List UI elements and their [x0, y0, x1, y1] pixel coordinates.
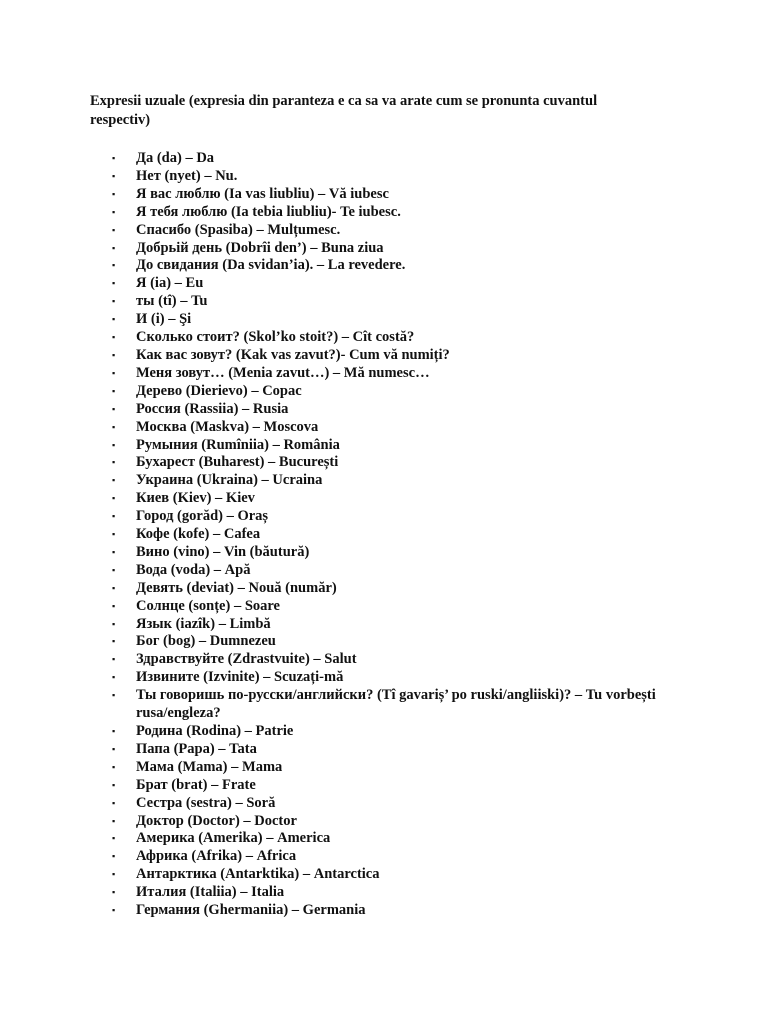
bullet-icon: ▪: [112, 403, 116, 414]
list-item-text: Нет (nyet) – Nu.: [136, 167, 238, 184]
bullet-icon: ▪: [112, 564, 116, 575]
bullet-icon: ▪: [112, 672, 116, 683]
list-item-text: Я (ia) – Eu: [136, 275, 204, 292]
bullet-icon: ▪: [112, 815, 116, 826]
list-item: [90, 544, 696, 562]
list-item: [90, 598, 696, 616]
bullet-icon: ▪: [112, 654, 116, 665]
bullet-icon: ▪: [112, 905, 116, 916]
list-item-text: И (i) – Şi: [136, 311, 192, 328]
list-item-text: Бухарест (Buharest) – București: [136, 454, 339, 471]
list-item: [90, 562, 696, 580]
list-item-text: Украина (Ukraina) – Ucraina: [136, 472, 323, 489]
list-item-text: Город (gorăd) – Oraș: [136, 508, 269, 525]
list-item-text: Папа (Papa) – Tata: [136, 740, 257, 757]
bullet-icon: ▪: [112, 779, 116, 790]
list-item: [90, 866, 696, 884]
bullet-icon: ▪: [112, 833, 116, 844]
list-item: [90, 687, 696, 723]
list-item-text: Германия (Ghermaniia) – Germania: [136, 902, 366, 919]
bullet-icon: ▪: [112, 600, 116, 611]
list-item: [90, 365, 696, 383]
list-item-text: Я тебя люблю (Ia tebia liubliu)- Te iubesc.: [136, 203, 401, 220]
bullet-icon: ▪: [112, 188, 116, 199]
list-item-text: Как вас зовут? (Kak vas zavut?)- Cum vă numiți?: [136, 346, 450, 363]
list-item: [90, 741, 696, 759]
bullet-icon: ▪: [112, 457, 116, 468]
bullet-icon: ▪: [112, 206, 116, 217]
bullet-icon: ▪: [112, 332, 116, 343]
list-item: [90, 168, 696, 186]
list-item: [90, 884, 696, 902]
bullet-icon: ▪: [112, 224, 116, 235]
list-item-text: До свидания (Da svidan’ia). – La revedere.: [136, 257, 406, 274]
list-item-text: Америка (Amerika) – America: [136, 830, 331, 847]
list-item: [90, 383, 696, 401]
list-item: [90, 813, 696, 831]
list-item-text: Солнце (sonțe) – Soare: [136, 597, 280, 614]
list-item-text: Киев (Kiev) – Kiev: [136, 490, 255, 507]
list-item-text: Антарктика (Antarktika) – Antarctica: [136, 866, 380, 883]
list-item-text: Девять (deviat) – Nouă (număr): [136, 579, 337, 596]
list-item-text: Да (da) – Da: [136, 150, 215, 166]
list-item: [90, 616, 696, 634]
bullet-icon: ▪: [112, 493, 116, 504]
bullet-icon: ▪: [112, 636, 116, 647]
bullet-icon: ▪: [112, 690, 116, 701]
list-item: [90, 293, 696, 311]
bullet-icon: ▪: [112, 170, 116, 181]
list-item: [90, 795, 696, 813]
list-item-text: Бог (bog) – Dumnezeu: [136, 633, 276, 650]
list-item: [90, 669, 696, 687]
bullet-icon: ▪: [112, 761, 116, 772]
list-item: [90, 437, 696, 455]
list-item: [90, 777, 696, 795]
list-item: [90, 419, 696, 437]
bullet-icon: ▪: [112, 869, 116, 880]
document-heading: Expresii uzuale (expresia din paranteza e ca sa va arate cum se pronunta cuvantul respectiv): [90, 93, 598, 128]
list-item: [90, 329, 696, 347]
bullet-icon: ▪: [112, 153, 116, 163]
list-item: [90, 633, 696, 651]
list-item: [90, 222, 696, 240]
list-item-text: Африка (Afrika) – Africa: [136, 848, 297, 865]
list-item: [90, 311, 696, 329]
list-item: [90, 186, 696, 204]
list-item: [90, 204, 696, 222]
bullet-icon: ▪: [112, 242, 116, 253]
bullet-icon: ▪: [112, 349, 116, 360]
bullet-icon: ▪: [112, 385, 116, 396]
list-item: [90, 240, 696, 258]
bullet-icon: ▪: [112, 278, 116, 289]
list-item-text: Вода (voda) – Apă: [136, 561, 251, 578]
bullet-icon: ▪: [112, 314, 116, 325]
list-item: [90, 472, 696, 490]
list-item: [90, 526, 696, 544]
bullet-icon: ▪: [112, 421, 116, 432]
bullet-icon: ▪: [112, 546, 116, 557]
bullet-icon: ▪: [112, 475, 116, 486]
bullet-icon: ▪: [112, 743, 116, 754]
list-item-text: Россия (Rassiia) – Rusia: [136, 400, 289, 417]
bullet-icon: ▪: [112, 439, 116, 450]
list-item: [90, 490, 696, 508]
bullet-icon: ▪: [112, 296, 116, 307]
bullet-icon: ▪: [112, 511, 116, 522]
list-item-text: ты (tî) – Tu: [136, 293, 208, 310]
list-item: [90, 454, 696, 472]
bullet-icon: ▪: [112, 260, 116, 271]
list-item-text: Добрьій день (Dobrîi den’) – Buna ziua: [136, 239, 384, 256]
list-item: [90, 257, 696, 275]
list-item-text: Я вас люблю (Ia vas liubliu) – Vă iubesc: [136, 185, 389, 202]
bullet-icon: ▪: [112, 797, 116, 808]
list-item-text: Мама (Mama) – Mama: [136, 758, 283, 775]
list-item: [90, 759, 696, 777]
list-item-text: Меня зовут… (Menia zavut…) – Mă numesc…: [136, 364, 430, 381]
list-item-text: Здравствуйте (Zdrastvuite) – Salut: [136, 651, 357, 668]
list-item-text: Румыния (Rumîniia) – România: [136, 436, 340, 453]
bullet-icon: ▪: [112, 887, 116, 898]
list-item: [90, 508, 696, 526]
bullet-icon: ▪: [112, 582, 116, 593]
list-item: [90, 848, 696, 866]
list-item-text: Доктор (Doctor) – Doctor: [136, 812, 297, 829]
list-item-text: Кофе (kofe) – Cafea: [136, 526, 261, 543]
list-item-text: Извините (Izvinite) – Scuzați-mă: [136, 669, 344, 686]
list-item: [90, 347, 696, 365]
list-item: [90, 150, 696, 168]
list-item: [90, 275, 696, 293]
list-item-text: Италия (Italiia) – Italia: [136, 884, 285, 901]
list-item-text: Язык (iazîk) – Limbă: [136, 615, 271, 632]
list-item-text: Ты говоришь по-русски/английски? (Tî gavariș’ po ruski/angliiski)? – Tu vorbești rusa/engleza?: [136, 687, 656, 722]
bullet-icon: ▪: [112, 851, 116, 862]
list-item-text: Вино (vino) – Vin (băutură): [136, 543, 310, 560]
list-item: [90, 401, 696, 419]
bullet-icon: ▪: [112, 726, 116, 736]
list-item: [90, 830, 696, 848]
list-item-text: Москва (Maskva) – Moscova: [136, 418, 319, 435]
bullet-icon: ▪: [112, 367, 116, 378]
list-item-text: Сколько стоит? (Skol’ko stoit?) – Cît costă?: [136, 329, 415, 346]
list-item-text: Дерево (Dierievo) – Copac: [136, 382, 302, 399]
list-item-text: Родина (Rodina) – Patrie: [136, 723, 294, 739]
list-item: [90, 580, 696, 598]
list-item-text: Сестра (sestra) – Soră: [136, 794, 276, 811]
bullet-icon: ▪: [112, 618, 116, 629]
list-item: [90, 723, 696, 741]
list-item-text: Брат (brat) – Frate: [136, 776, 256, 793]
list-item: [90, 651, 696, 669]
bullet-icon: ▪: [112, 529, 116, 540]
list-item-text: Спасибо (Spasiba) – Mulțumesc.: [136, 221, 341, 238]
list-item: [90, 902, 696, 920]
vocabulary-list: [90, 150, 708, 920]
